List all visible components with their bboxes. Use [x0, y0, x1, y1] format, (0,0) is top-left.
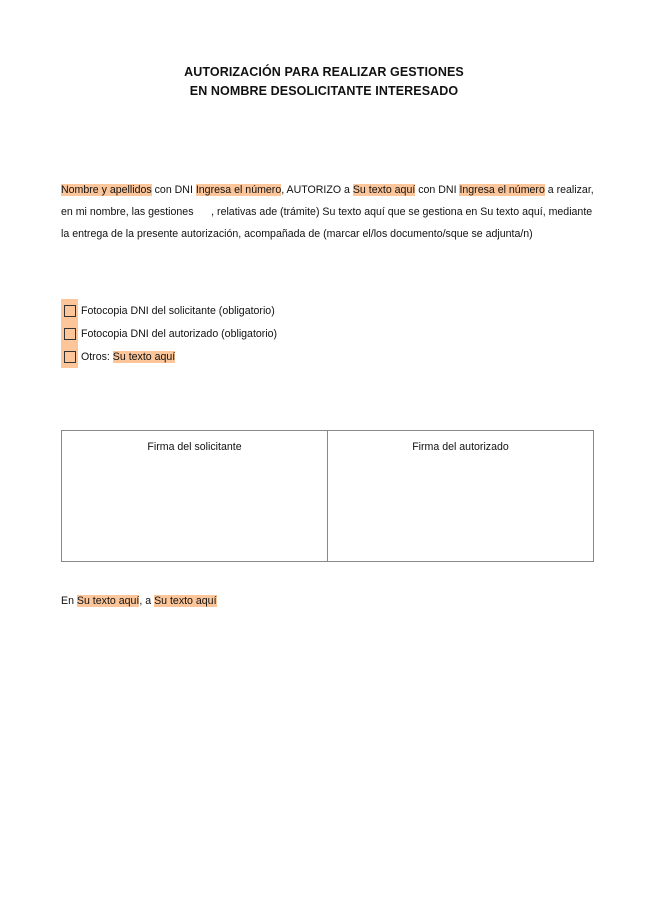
authorization-paragraph — [61, 180, 595, 245]
checkbox-row-applicant-dni — [61, 299, 277, 322]
checkbox-square-icon — [64, 351, 76, 363]
title-line-1: AUTORIZACIÓN PARA REALIZAR GESTIONES — [184, 65, 464, 79]
footer-separator: , a — [139, 595, 155, 607]
others-text-field[interactable]: Su texto aquí — [112, 350, 176, 363]
checkbox-square-icon — [64, 328, 76, 340]
footer-prefix: En — [61, 595, 77, 607]
name-field[interactable]: Nombre y apellidos — [61, 184, 152, 196]
dni-field-applicant[interactable]: Ingresa el número — [195, 184, 282, 196]
checkbox-row-others — [61, 345, 277, 368]
checkbox-label: Fotocopia DNI del solicitante (obligatorio) — [81, 304, 275, 317]
signature-cell-applicant[interactable] — [62, 431, 328, 562]
checkbox-square-icon — [64, 305, 76, 317]
checkbox-row-authorized-dni — [61, 322, 277, 345]
paragraph-text-1: con DNI — [151, 184, 196, 196]
checkbox-authorized-dni[interactable] — [61, 322, 78, 345]
authorized-name-field[interactable]: Su texto aquí — [352, 184, 416, 196]
title-line-2: EN NOMBRE DESOLICITANTE INTERESADO — [189, 84, 459, 98]
date-field[interactable]: Su texto aquí — [154, 595, 217, 607]
place-field[interactable]: Su texto aquí — [76, 595, 140, 607]
others-label: Otros: — [81, 350, 113, 363]
signature-label-applicant: Firma del solicitante — [147, 441, 242, 453]
paragraph-text-3: con DNI — [415, 184, 460, 196]
attachments-checklist — [61, 299, 277, 368]
checkbox-applicant-dni[interactable] — [61, 299, 78, 322]
checkbox-others[interactable] — [61, 345, 78, 368]
dni-field-authorized[interactable]: Ingresa el número — [459, 184, 545, 196]
signature-cell-authorized[interactable] — [328, 431, 594, 562]
document-title — [0, 63, 648, 101]
signature-label-authorized: Firma del autorizado — [412, 441, 509, 453]
paragraph-text-2: , AUTORIZO a — [281, 184, 353, 196]
checkbox-label — [81, 351, 175, 363]
place-date-line — [61, 591, 217, 612]
paragraph-text-4: a realizar, en mi nombre, las gestiones , relativas ade (trámite) Su texto aquí que se gestiona en Su texto aquí, mediante la entrega de la presente autorización, acompañada de (marcar el/los documento/sque se adjunta/n) — [61, 184, 597, 240]
signature-table — [61, 430, 594, 562]
checkbox-label: Fotocopia DNI del autorizado (obligatorio) — [81, 327, 278, 340]
